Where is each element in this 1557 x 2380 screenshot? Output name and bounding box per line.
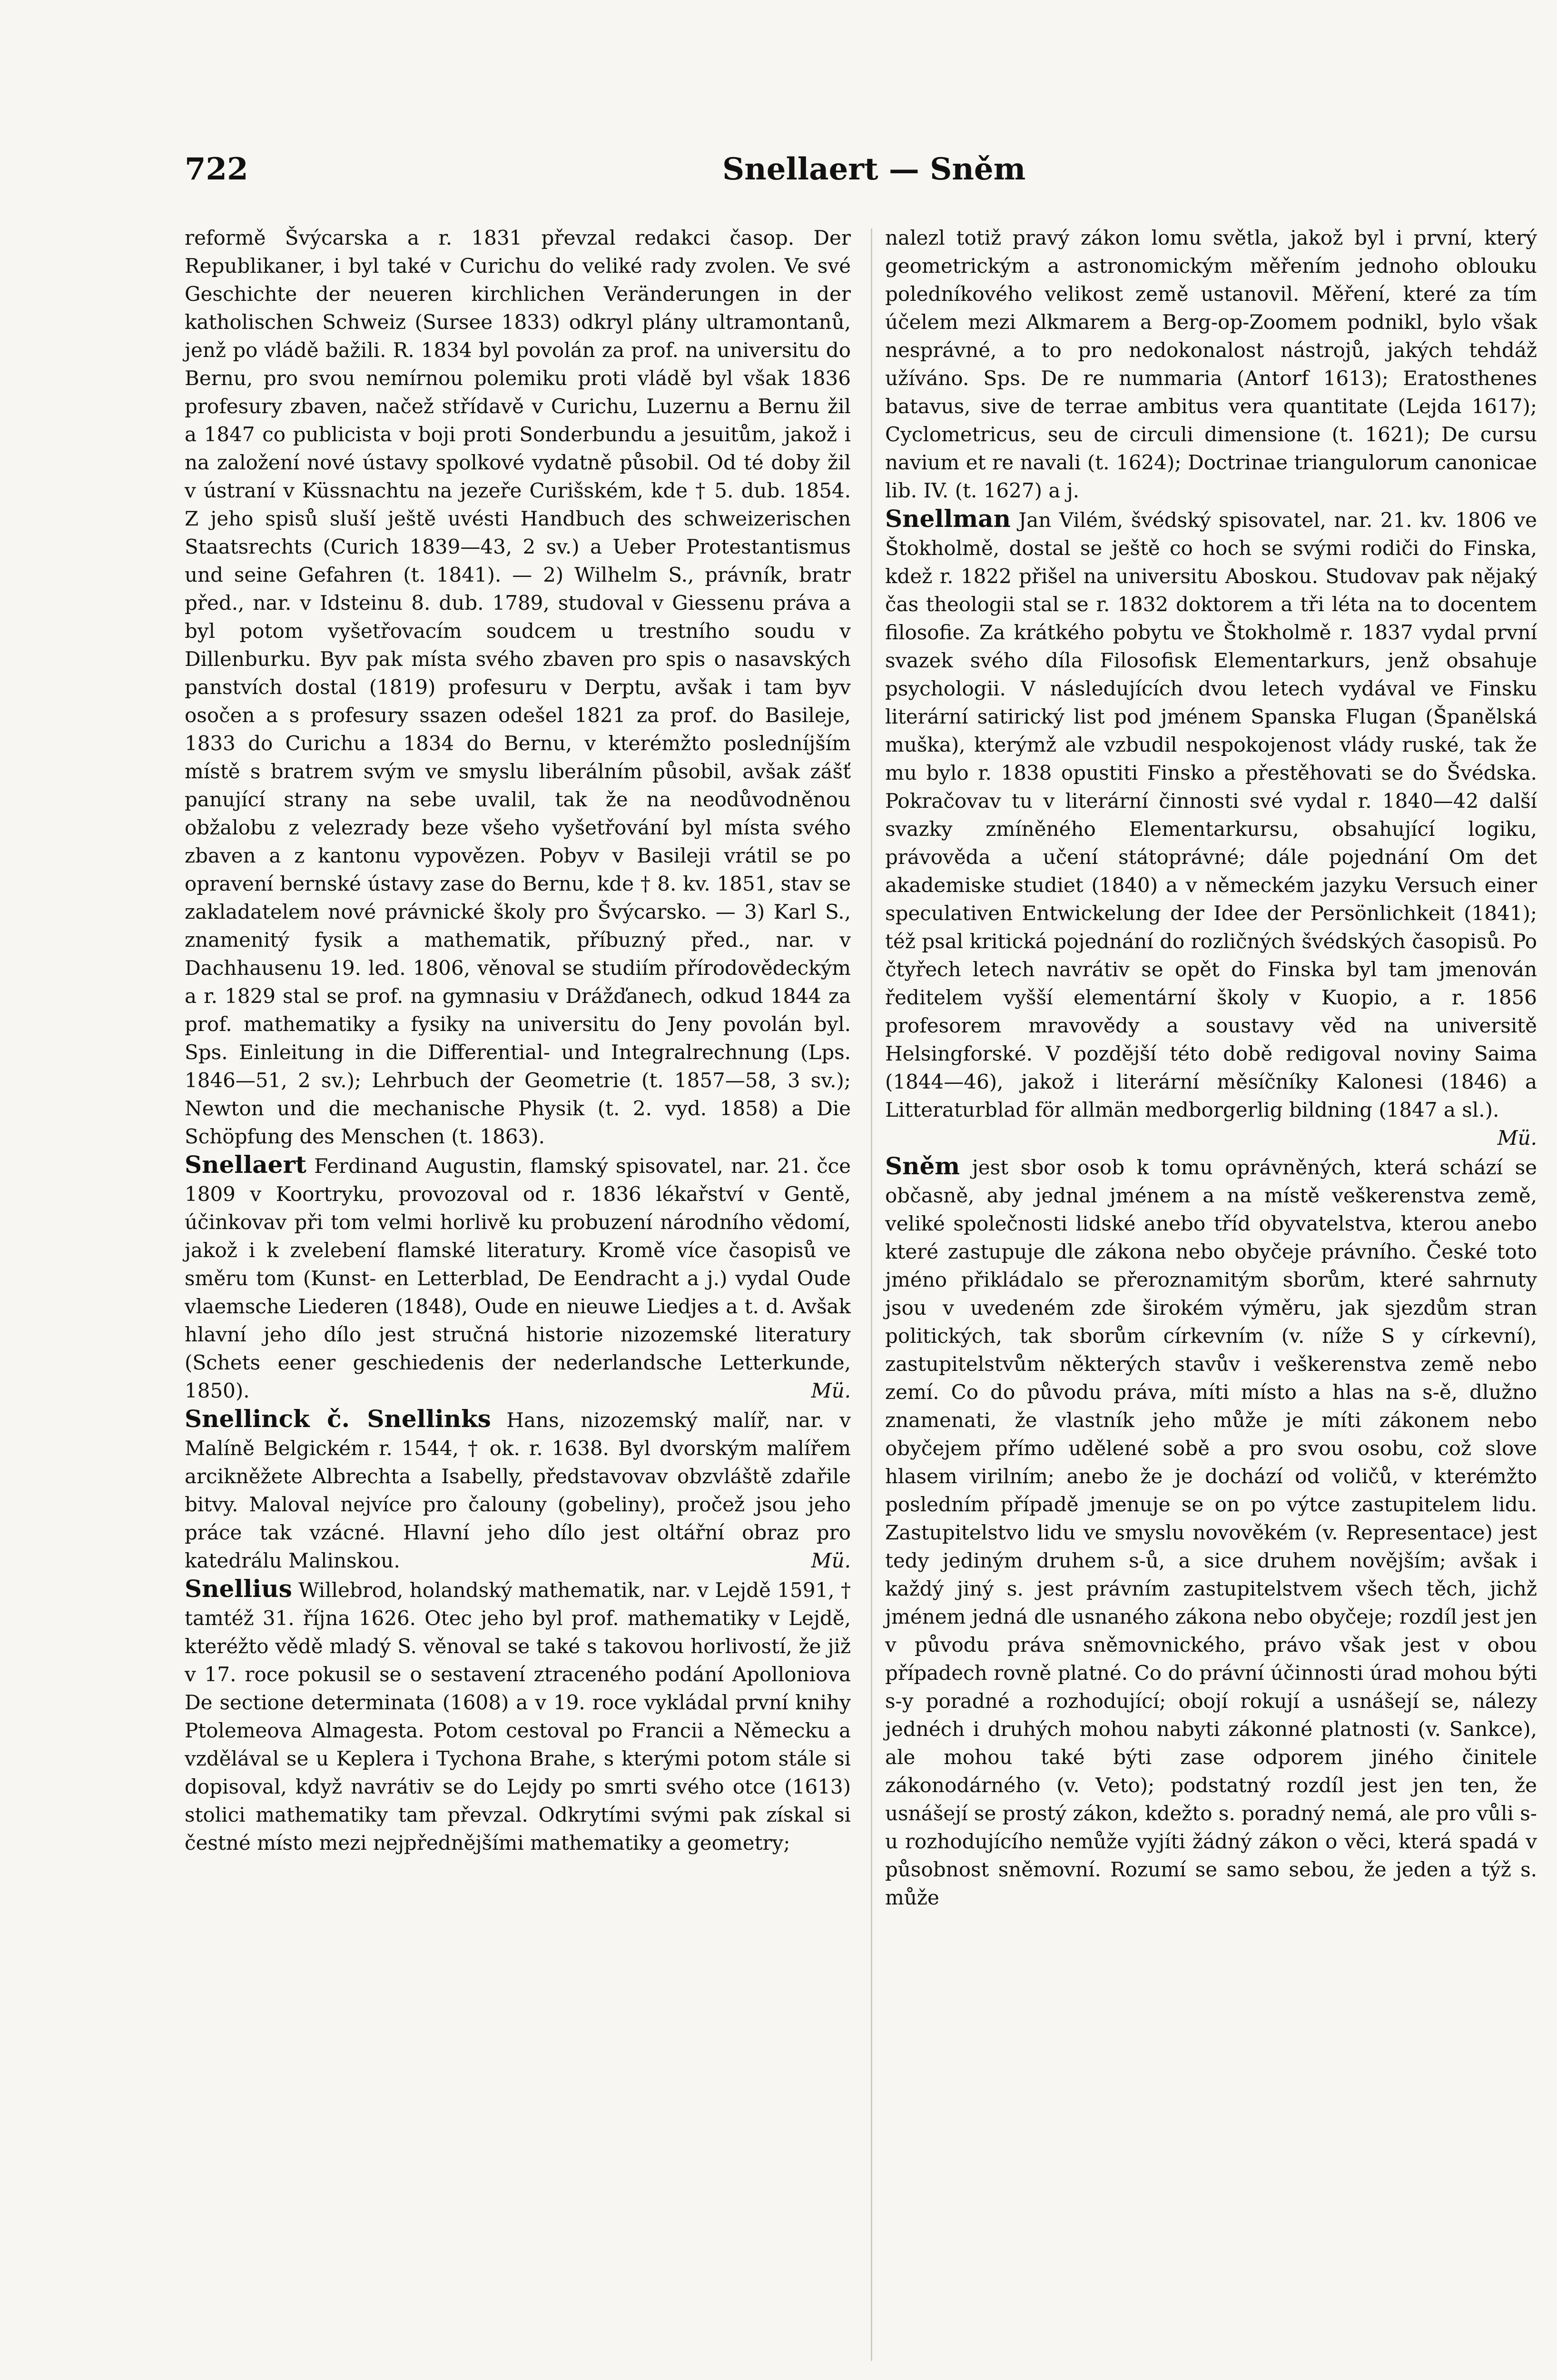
page-number: 722 <box>185 151 248 187</box>
entry-snellius <box>185 1575 851 1857</box>
page-header <box>185 151 1517 194</box>
entry-snell-continuation: reformě Švýcarska a r. 1831 převzal redakci časop. Der Republikaner, i byl také v Curichu do veliké rady zvolen. Ve své Geschichte der neueren kirchlichen Veränderungen in der katholischen Schweiz (Sursee 1833) odkryl plány ultramontanů, jenž po vládě bažili. R. 1834 byl povolán za prof. na universitu do Bernu, pro svou nemírnou polemiku proti vládě byl však 1836 profesury zbaven, načež střídavě v Curichu, Luzernu a Bernu žil a 1847 co publicista v boji proti Sonderbundu a jesuitům, jakož i na založení nové ústavy spolkové vydatně působil. Od té doby žil v ústraní v Küssnachtu na jezeře Curišském, kde † 5. dub. 1854. Z jeho spisů sluší ještě uvésti Handbuch des schweizerischen Staatsrechts (Curich 1839—43, 2 sv.) a Ueber Protestantismus und seine Gefahren (t. 1841). — 2) Wilhelm S., právník, bratr před., nar. v Idsteinu 8. dub. 1789, studoval v Giessenu práva a byl potom vyšetřovacím soudcem u trestního soudu v Dillenburku. Byv pak místa svého zbaven pro spis o nasavských panstvích dostal (1819) profesuru v Derptu, avšak i tam byv osočen a s profesury ssazen odešel 1821 za prof. do Basileje, 1833 do Curichu a 1834 do Bernu, v kterémžto posledníjším místě s bratrem svým ve smyslu liberálním působil, avšak zášť panující strany na sebe uvalil, tak že na neodůvodněnou obžalobu z velezrady beze všeho vyšetřování byl místa svého zbaven a z kantonu vypovězen. Pobyv v Basileji vrátil se po opravení bernské ústavy zase do Bernu, kde † 8. kv. 1851, stav se zakladatelem nové právnické školy pro Švýcarsko. — 3) Karl S., znamenitý fysik a mathematik, příbuzný před., nar. v Dachhausenu 19. led. 1806, věnoval se studiím přírodovědeckým a r. 1829 stal se prof. na gymnasiu v Drážďanech, odkud 1844 za prof. mathematiky a fysiky na universitu do Jeny povolán byl. Sps. Einleitung in die Differential- und Integralrechnung (Lps. 1846—51, 2 sv.); Lehrbuch der Geometrie (t. 1857—58, 3 sv.); Newton und die mechanische Physik (t. 2. vyd. 1858) a Die Schöpfung des Menschen (t. 1863). <box>185 226 851 1148</box>
entry-snellinck <box>185 1405 851 1575</box>
headword-snellman: Snellman <box>885 505 1011 533</box>
headword-snellius: Snellius <box>185 1575 292 1603</box>
entry-snellaert-text: Ferdinand Augustin, flamský spisovatel, nar. 21. čce 1809 v Koortryku, provozoval od r. 1836 lékařství v Gentě, účinkovav při tom velmi horlivě ku probuzení národního vědomí, jakož i k zvelebení flamské literatury. Kromě více časopisů ve směru tom (Kunst- en Letterblad, De Eendracht a j.) vydal Oude vlaemsche Liederen (1848), Oude en nieuwe Liedjes a t. d. Avšak hlavní jeho dílo jest stručná historie nizozemské literatury (Schets eener geschiedenis der nederlandsche Letterkunde, 1850). <box>185 1154 851 1402</box>
author-signature: Mü. <box>1497 1126 1537 1150</box>
author-signature: Mü. <box>811 1549 851 1572</box>
entry-snem <box>885 1152 1537 1912</box>
entry-snellius-text: Willebrod, holandský mathematik, nar. v Lejdě 1591, † tamtéž 31. října 1626. Otec jeho byl prof. mathematiky v Lejdě, kteréžto vědě mladý S. věnoval se také s takovou horlivostí, že již v 17. roce pokusil se o sestavení ztraceného podání Apolloniova De sectione determinata (1608) a v 19. roce vykládal první knihy Ptolemeova Almagesta. Potom cestoval po Francii a Německu a vzdělával se u Keplera i Tychona Brahe, s kterými potom stále si dopisoval, když navrátiv se do Lejdy po smrti svého otce (1613) stolici mathematiky tam převzal. Odkrytími svými pak získal si čestné místo mezi nejpřednějšími mathematiky a geometry; <box>185 1578 851 1854</box>
left-column <box>185 224 851 1857</box>
entry-snellius-continuation: nalezl totiž pravý zákon lomu světla, jakož byl i první, který geometrickým a astronomickým měřením jednoho oblouku poledníkového velikost země ustanovil. Měření, které za tím účelem mezi Alkmarem a Berg-op-Zoomem podnikl, bylo však nesprávné, a to pro nedokonalost nástrojů, jakých tehdáž užíváno. Sps. De re nummaria (Antorf 1613); Eratosthenes batavus, sive de terrae ambitus vera quantitate (Lejda 1617); Cyclometricus, seu de circuli dimensione (t. 1621); De cursu navium et re navali (t. 1624); Doctrinae triangulorum canonicae lib. IV. (t. 1627) a j. <box>885 226 1537 502</box>
right-column <box>885 224 1537 1912</box>
entry-snem-text: jest sbor osob k tomu oprávněných, která schází se občasně, aby jednal jménem a na místě veškerenstva země, veliké společnosti lidské anebo tříd obyvatelstva, kterou anebo které zastupuje dle zákona nebo obyčeje právního. České toto jméno přikládalo se přeroznamitým sborům, které sahrnuty jsou v uvedeném zde širokém výměru, jak sjezdům stran politických, tak sborům církevním (v. níže S y církevní), zastupitelstvům některých stavův i veškerenstva země nebo zemí. Co do původu práva, míti místo a hlas na s-ě, dlužno znamenati, že vlastník jeho může je míti zákonem nebo obyčejem přímo udělené sobě a pro svou osobu, což slove hlasem virilním; anebo že je dochází od voličů, v kterémžto posledním případě jmenuje se on po výtce zastupitelem lidu. Zastupitelstvo lidu ve smyslu novověkém (v. Representace) jest tedy jediným druhem s-ů, a sice druhem novějším; avšak i každý jiný s. jest právním zastupitelstvem všech těch, jichž jménem jedná dle usnaného zákona nebo obyčeje; rozdíl jest jen v původu práva sněmovnického, právo však jest v obou případech rovně platné. Co do právní účinnosti úrad mohou býti s-y poradné a rozhodující; obojí rokují a usnášejí se, nálezy jednéch i druhých mohou nabyti zákonné platnosti (v. Sankce), ale mohou také býti zase odporem jiného činitele zákonodárného (v. Veto); podstatný rozdíl jest jen ten, že usnášejí se prostý zákon, kdežto s. poradný nemá, ale pro vůli s-u rozhodujícího nemůže vyjíti žádný zákon o věci, která spadá v působnost sněmovní. Rozumí se samo sebou, že jeden a týž s. může <box>885 1156 1537 1909</box>
running-head: Snellaert — Sněm <box>722 151 1026 187</box>
headword-snellinck: Snellinck č. Snellinks <box>185 1405 491 1433</box>
entry-snellman-text: Jan Vilém, švédský spisovatel, nar. 21. kv. 1806 ve Štokholmě, dostal se ještě co hoch se svými rodiči do Finska, kdež r. 1822 přišel na universitu Aboskou. Studovav pak nějaký čas theologii stal se r. 1832 doktorem a tři léta na to docentem filosofie. Za krátkého pobytu ve Štokholmě r. 1837 vydal první svazek svého díla Filosofisk Elementarkurs, jenž obsahuje psychologii. V následujících dvou letech vydával ve Finsku literární satirický list pod jménem Spanska Flugan (Španělská muška), kterýmž ale vzbudil nespokojenost vlády ruské, tak že mu bylo r. 1838 opustiti Finsko a přestěhovati se do Švédska. Pokračovav tu v literární činnosti své vydal r. 1840—42 další svazky zmíněného Elementarkursu, obsahující logiku, právověda a učení státoprávné; dále pojednání Om det akademiske studiet (1840) a v německém jazyku Versuch einer speculativen Entwickelung der Idee der Persönlichkeit (1841); též psal kritická pojednání do rozličných švédských časopisů. Po čtyřech letech navrátiv se opět do Finska byl tam jmenován ředitelem vyšší elementární školy v Kuopio, a r. 1856 profesorem mravovědy a soustavy věd na universitě Helsingforské. V pozdější této době redigoval noviny Saima (1844—46), jakož i literární měsíčníky Kalonesi (1846) a Litteraturblad för allmän medborgerlig bildning (1847 a sl.). <box>885 508 1537 1121</box>
author-signature: Mü. <box>811 1379 851 1402</box>
entry-snellinck-text: Hans, nizozemský malíř, nar. v Malíně Belgickém r. 1544, † ok. r. 1638. Byl dvorským malířem arcikněžete Albrechta a Isabelly, představovav obzvláště zdařile bitvy. Maloval nejvíce pro čalouny (gobeliny), pročež jsou jeho práce tak vzácné. Hlavní jeho dílo jest oltářní obraz pro katedrálu Malinskou. <box>185 1408 851 1572</box>
headword-snellaert: Snellaert <box>185 1150 306 1179</box>
entry-snellaert <box>185 1150 851 1405</box>
column-divider <box>871 228 872 2361</box>
headword-snem: Sněm <box>885 1152 960 1180</box>
entry-snellman <box>885 505 1537 1150</box>
